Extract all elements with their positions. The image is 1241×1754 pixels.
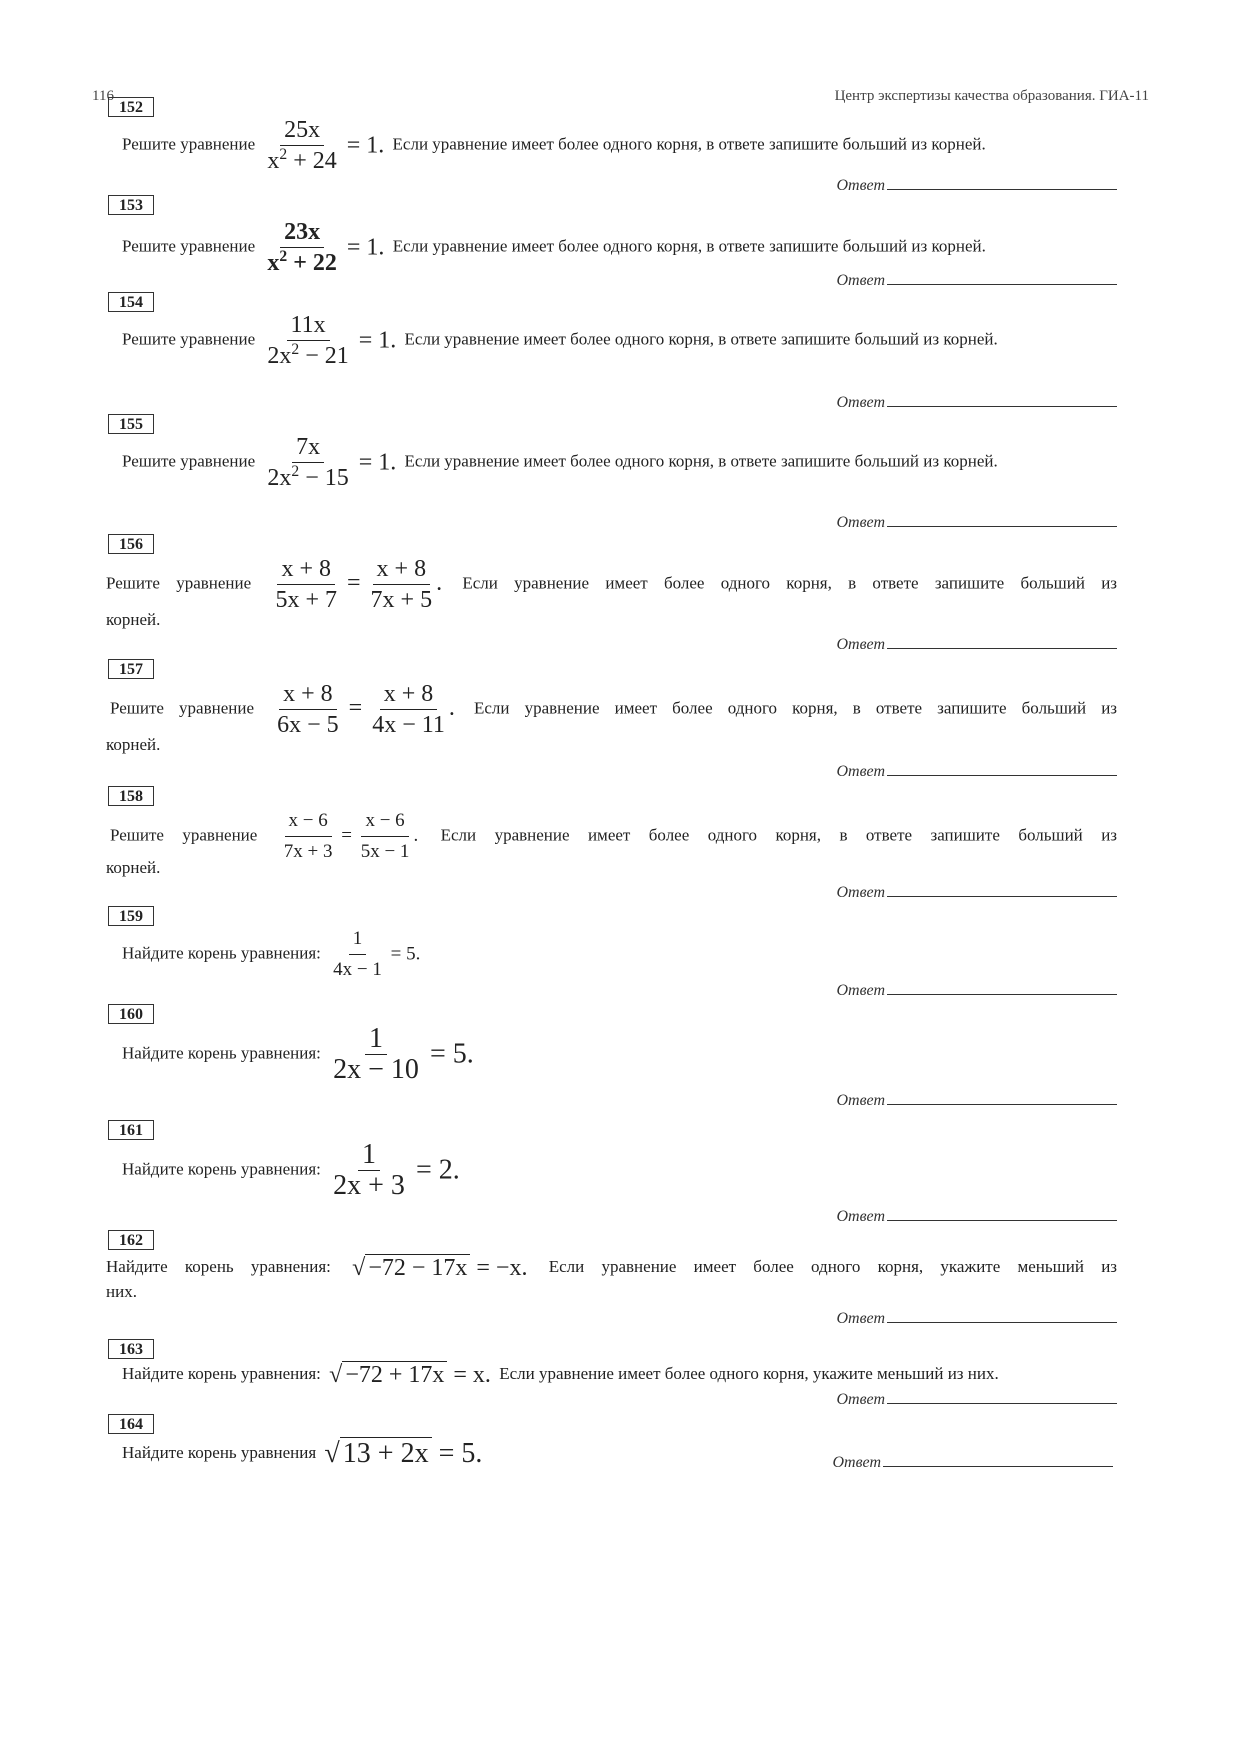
fraction-numerator: 1 (365, 1024, 387, 1055)
fraction-denominator: 6x − 5 (277, 712, 339, 738)
answer-field[interactable]: Ответ (837, 882, 1118, 902)
fraction-numerator: x + 8 (373, 554, 431, 585)
equation: $\frac{1}{2x + 3}$ = 2. (329, 1140, 460, 1201)
radicand: −72 − 17x (365, 1254, 470, 1281)
problem-lead-text: Решите уравнение (110, 825, 258, 845)
answer-field[interactable]: Ответ (837, 175, 1118, 195)
problem-lead-text: Решите уравнение (106, 573, 252, 593)
sqrt-sign: √ (352, 1255, 366, 1282)
problem-instruction: Если уравнение имеет более одного корня, в ответе запишите больший из корней. (392, 134, 986, 154)
fraction-denominator: $x^2 + 24$ (267, 146, 337, 174)
problem-statement (106, 1254, 1117, 1281)
answer-field[interactable]: Ответ (837, 634, 1118, 654)
problem-instruction: Если уравнение имеет более одного корня, в ответе запишите больший из корней. (404, 451, 998, 471)
problem-lead-text: Решите уравнение (122, 451, 256, 471)
problem-164 (106, 1414, 1117, 1494)
problem-lead-text: Решите уравнение (122, 329, 256, 349)
fraction-denominator: $2x^2 - 15$ (267, 463, 349, 491)
problem-154 (106, 292, 1117, 414)
fraction-numerator: 1 (358, 1140, 380, 1171)
problem-statement (122, 1361, 1117, 1388)
problem-number: 163 (108, 1339, 154, 1359)
problem-statement (122, 310, 1117, 371)
problem-157 (106, 659, 1117, 785)
fraction-denominator: 5x + 7 (275, 587, 337, 613)
problem-number: 164 (108, 1414, 154, 1434)
problem-statement (122, 115, 1117, 176)
problem-162 (106, 1230, 1117, 1340)
equation: $\frac{x - 6}{7x + 3}$ = $\frac{x - 6}{5x - 1}$ . (280, 806, 418, 867)
answer-field[interactable]: Ответ (837, 1389, 1118, 1409)
fraction-denominator: 4x − 11 (372, 712, 445, 738)
problem-lead-text: Найдите корень уравнения (122, 1443, 317, 1462)
problem-number: 159 (108, 906, 154, 926)
problem-instruction: Если уравнение имеет более одного корня, в ответе запишите больший из корней. (404, 329, 998, 349)
problem-lead-text: Найдите корень уравнения: (106, 1257, 331, 1276)
equation: √ 13 + 2x = 5. (324, 1438, 483, 1470)
problem-lead-text: Найдите корень уравнения: (122, 943, 321, 963)
equation: $\frac{x + 8}{6x - 5}$ = $\frac{x + 8}{4x - 11}$ . (273, 679, 455, 740)
fraction-numerator: x − 6 (285, 806, 332, 837)
page-header-title: Центр экспертизы качества образования. ГИА-11 (834, 88, 1149, 104)
fraction-denominator: $x^2 + 22$ (267, 248, 337, 276)
problem-instruction: Если уравнение имеет более одного корня, в ответе запишите больший из (440, 825, 1118, 845)
problem-statement (110, 806, 1117, 867)
problem-instruction: Если уравнение имеет более одного корня, укажите меньший из (548, 1257, 1118, 1276)
answer-field[interactable]: Ответ (837, 1090, 1118, 1110)
fraction-denominator: 2x + 3 (333, 1170, 405, 1201)
equation: $\frac{11x}{2x^2 - 21}$ = 1. (263, 310, 396, 371)
radicand: −72 + 17x (342, 1361, 447, 1388)
radicand: 13 + 2x (340, 1437, 432, 1469)
problem-number: 155 (108, 414, 154, 434)
problem-number: 162 (108, 1230, 154, 1250)
answer-field[interactable]: Ответ (837, 761, 1118, 781)
problem-lead-text: Найдите корень уравнения: (122, 1364, 321, 1383)
problem-lead-text: Решите уравнение (122, 236, 256, 256)
equation: $\frac{x + 8}{5x + 7}$ = $\frac{x + 8}{7x + 5}$ . (271, 554, 442, 615)
problem-number: 161 (108, 1120, 154, 1140)
problem-lead-text: Найдите корень уравнения: (122, 1159, 321, 1179)
problem-statement (122, 217, 1117, 278)
problem-instruction: Если уравнение имеет более одного корня, укажите меньший из них. (499, 1364, 999, 1383)
sqrt-sign: √ (329, 1362, 343, 1389)
fraction-numerator: 23x (280, 217, 324, 248)
problem-instruction-continued: них. (106, 1282, 137, 1301)
problem-156 (106, 534, 1117, 660)
problem-lead-text: Решите уравнение (110, 698, 254, 718)
problem-160 (106, 1004, 1117, 1120)
fraction-numerator: x + 8 (380, 679, 438, 710)
equation: √ −72 − 17x = −x. (352, 1255, 528, 1282)
problem-158 (106, 786, 1117, 906)
problem-152 (106, 97, 1117, 197)
problem-lead-text: Найдите корень уравнения: (122, 1043, 321, 1063)
problem-number: 158 (108, 786, 154, 806)
fraction-denominator: $2x^2 - 21$ (267, 341, 349, 369)
problem-instruction-continued: корней. (106, 735, 161, 754)
answer-field[interactable]: Ответ (837, 1206, 1118, 1226)
problem-number: 153 (108, 195, 154, 215)
problem-number: 154 (108, 292, 154, 312)
problem-statement (122, 432, 1117, 493)
problem-159 (106, 906, 1117, 1004)
problem-number: 157 (108, 659, 154, 679)
problem-instruction-continued: корней. (106, 858, 161, 877)
fraction-numerator: 1 (349, 924, 367, 955)
problem-statement (122, 924, 1117, 985)
problem-instruction: Если уравнение имеет более одного корня, в ответе запишите больший из (462, 573, 1118, 593)
equation: √ −72 + 17x = x. (329, 1362, 491, 1389)
fraction-denominator: 5x − 1 (360, 841, 410, 862)
problem-statement (122, 1024, 1117, 1085)
problem-instruction-continued: корней. (106, 610, 161, 629)
fraction-numerator: 7x (292, 432, 324, 463)
fraction-denominator: 4x − 1 (333, 959, 382, 980)
fraction-numerator: 11x (287, 310, 330, 341)
equation: $\frac{25x}{x^2 + 24}$ = 1. (263, 115, 384, 176)
answer-field[interactable]: Ответ (837, 512, 1118, 532)
problem-155 (106, 414, 1117, 536)
equation: $\frac{23x}{x^2 + 22}$ = 1. (263, 217, 384, 278)
answer-field[interactable]: Ответ (837, 392, 1118, 412)
problem-153 (106, 195, 1117, 295)
answer-field[interactable]: Ответ (837, 270, 1118, 290)
problem-instruction: Если уравнение имеет более одного корня, в ответе запишите больший из корней. (392, 236, 986, 256)
problem-number: 160 (108, 1004, 154, 1024)
sqrt-sign: √ (324, 1438, 340, 1470)
equation: $\frac{1}{2x - 10}$ = 5. (329, 1024, 474, 1085)
problem-statement (110, 679, 1117, 740)
fraction-denominator: 7x + 5 (370, 587, 433, 613)
problem-instruction: Если уравнение имеет более одного корня, в ответе запишите больший из (473, 698, 1118, 718)
page-number: 116 (92, 88, 114, 104)
problem-statement (122, 1140, 1117, 1201)
fraction-numerator: 25x (280, 115, 324, 146)
problem-lead-text: Решите уравнение (122, 134, 256, 154)
equation: $\frac{7x}{2x^2 - 15}$ = 1. (263, 432, 396, 493)
problem-number: 156 (108, 534, 154, 554)
answer-field[interactable]: Ответ (833, 1452, 1114, 1472)
fraction-numerator: x + 8 (277, 554, 335, 585)
problem-number: 152 (108, 97, 154, 117)
problem-161 (106, 1120, 1117, 1232)
answer-field[interactable]: Ответ (837, 980, 1118, 1000)
fraction-numerator: x + 8 (279, 679, 337, 710)
problem-statement (106, 554, 1117, 615)
fraction-denominator: 7x + 3 (283, 841, 333, 862)
answer-field[interactable]: Ответ (837, 1308, 1118, 1328)
equation: $\frac{1}{4x - 1}$ = 5. (329, 924, 420, 985)
problem-163 (106, 1339, 1117, 1414)
fraction-numerator: x − 6 (361, 806, 408, 837)
fraction-denominator: 2x − 10 (333, 1054, 419, 1085)
